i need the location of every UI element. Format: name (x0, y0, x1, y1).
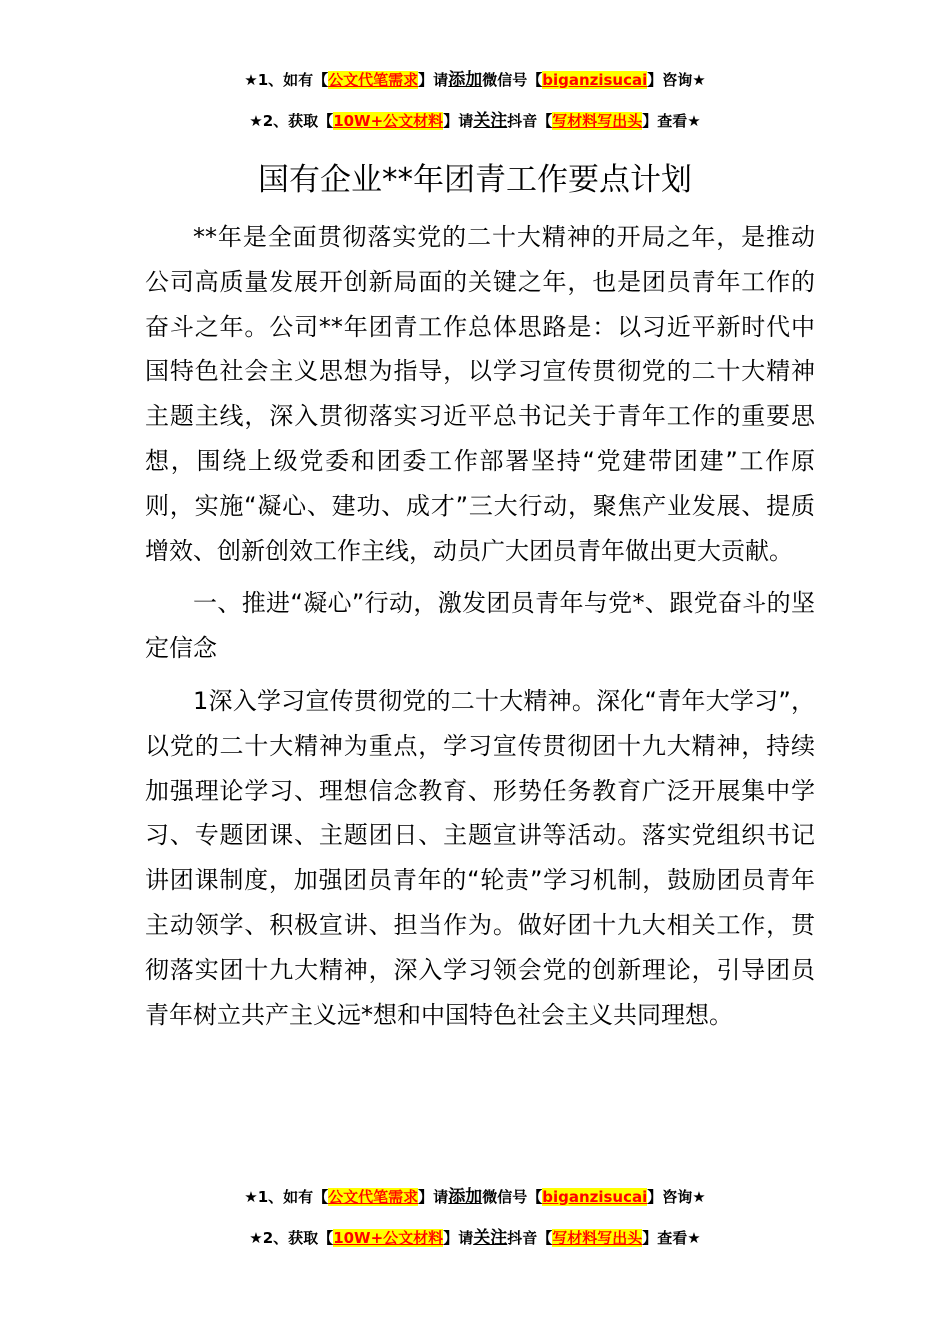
bottom-banner-line-1 (0, 1186, 950, 1208)
banner-emphasis: 关注 (473, 111, 508, 131)
document-title: 国有企业**年团青工作要点计划 (258, 162, 692, 198)
banner-text: 抖音【 (507, 1229, 553, 1247)
banner-highlight-wechat-id: biganzisucai (542, 71, 648, 89)
banner-text: 】咨询★ (647, 1188, 706, 1206)
banner-highlight-materials: 10W+公文材料 (333, 1229, 444, 1247)
banner-text: 】查看★ (642, 112, 701, 130)
banner-emphasis: 关注 (473, 1228, 508, 1248)
banner-text: 】请 (443, 1229, 474, 1247)
section-heading: 一、推进“凝心”行动，激发团员青年与党*、跟党奋斗的坚定信念 (145, 589, 815, 663)
banner-text: 】咨询★ (647, 71, 706, 89)
banner-highlight-service: 公文代笔需求 (328, 1188, 419, 1206)
banner-emphasis: 添加 (448, 70, 483, 90)
banner-highlight-wechat-id: biganzisucai (542, 1188, 648, 1206)
document-body (145, 215, 815, 1045)
banner-text: 微信号【 (482, 71, 543, 89)
top-banner-line-2 (0, 110, 950, 132)
body-paragraph: 1深入学习宣传贯彻党的二十大精神。深化“青年大学习”，以党的二十大精神为重点，学习宣传贯彻团十九大精神，持续加强理论学习、理想信念教育、形势任务教育广泛开展集中学习、专题团课、主题团日、主题宣讲等活动。落实党组织书记讲团课制度，加强团员青年的“轮责”学习机制，鼓励团员青年主动领学、积极宣讲、担当作为。做好团十九大相关工作，贯彻落实团十九大精神，深入学习领会党的创新理论，引导团员青年树立共产主义远*想和中国特色社会主义共同理想。 (145, 686, 815, 1029)
banner-highlight-douyin: 写材料写出头 (552, 112, 643, 130)
banner-text: ★2、获取【 (249, 112, 334, 130)
banner-text: 抖音【 (507, 112, 553, 130)
banner-text: 】请 (418, 1188, 449, 1206)
bottom-banner-line-2 (0, 1227, 950, 1249)
banner-highlight-douyin: 写材料写出头 (552, 1229, 643, 1247)
banner-emphasis: 添加 (448, 1187, 483, 1207)
banner-text: 】请 (418, 71, 449, 89)
intro-paragraph: **年是全面贯彻落实党的二十大精神的开局之年，是推动公司高质量发展开创新局面的关键之年，也是团员青年工作的奋斗之年。公司**年团青工作总体思路是：以习近平新时代中国特色社会主义思想为指导，以学习宣传贯彻党的二十大精神主题主线，深入贯彻落实习近平总书记关于青年工作的重要思想，围绕上级党委和团委工作部署坚持“党建带团建”工作原则，实施“凝心、建功、成才”三大行动，聚焦产业发展、提质增效、创新创效工作主线，动员广大团员青年做出更大贡献。 (145, 223, 815, 565)
banner-text: 微信号【 (482, 1188, 543, 1206)
banner-text: ★1、如有【 (244, 71, 329, 89)
top-banner-line-1 (0, 69, 950, 91)
banner-text: 】查看★ (642, 1229, 701, 1247)
banner-text: ★1、如有【 (244, 1188, 329, 1206)
banner-text: ★2、获取【 (249, 1229, 334, 1247)
banner-highlight-materials: 10W+公文材料 (333, 112, 444, 130)
banner-highlight-service: 公文代笔需求 (328, 71, 419, 89)
banner-text: 】请 (443, 112, 474, 130)
